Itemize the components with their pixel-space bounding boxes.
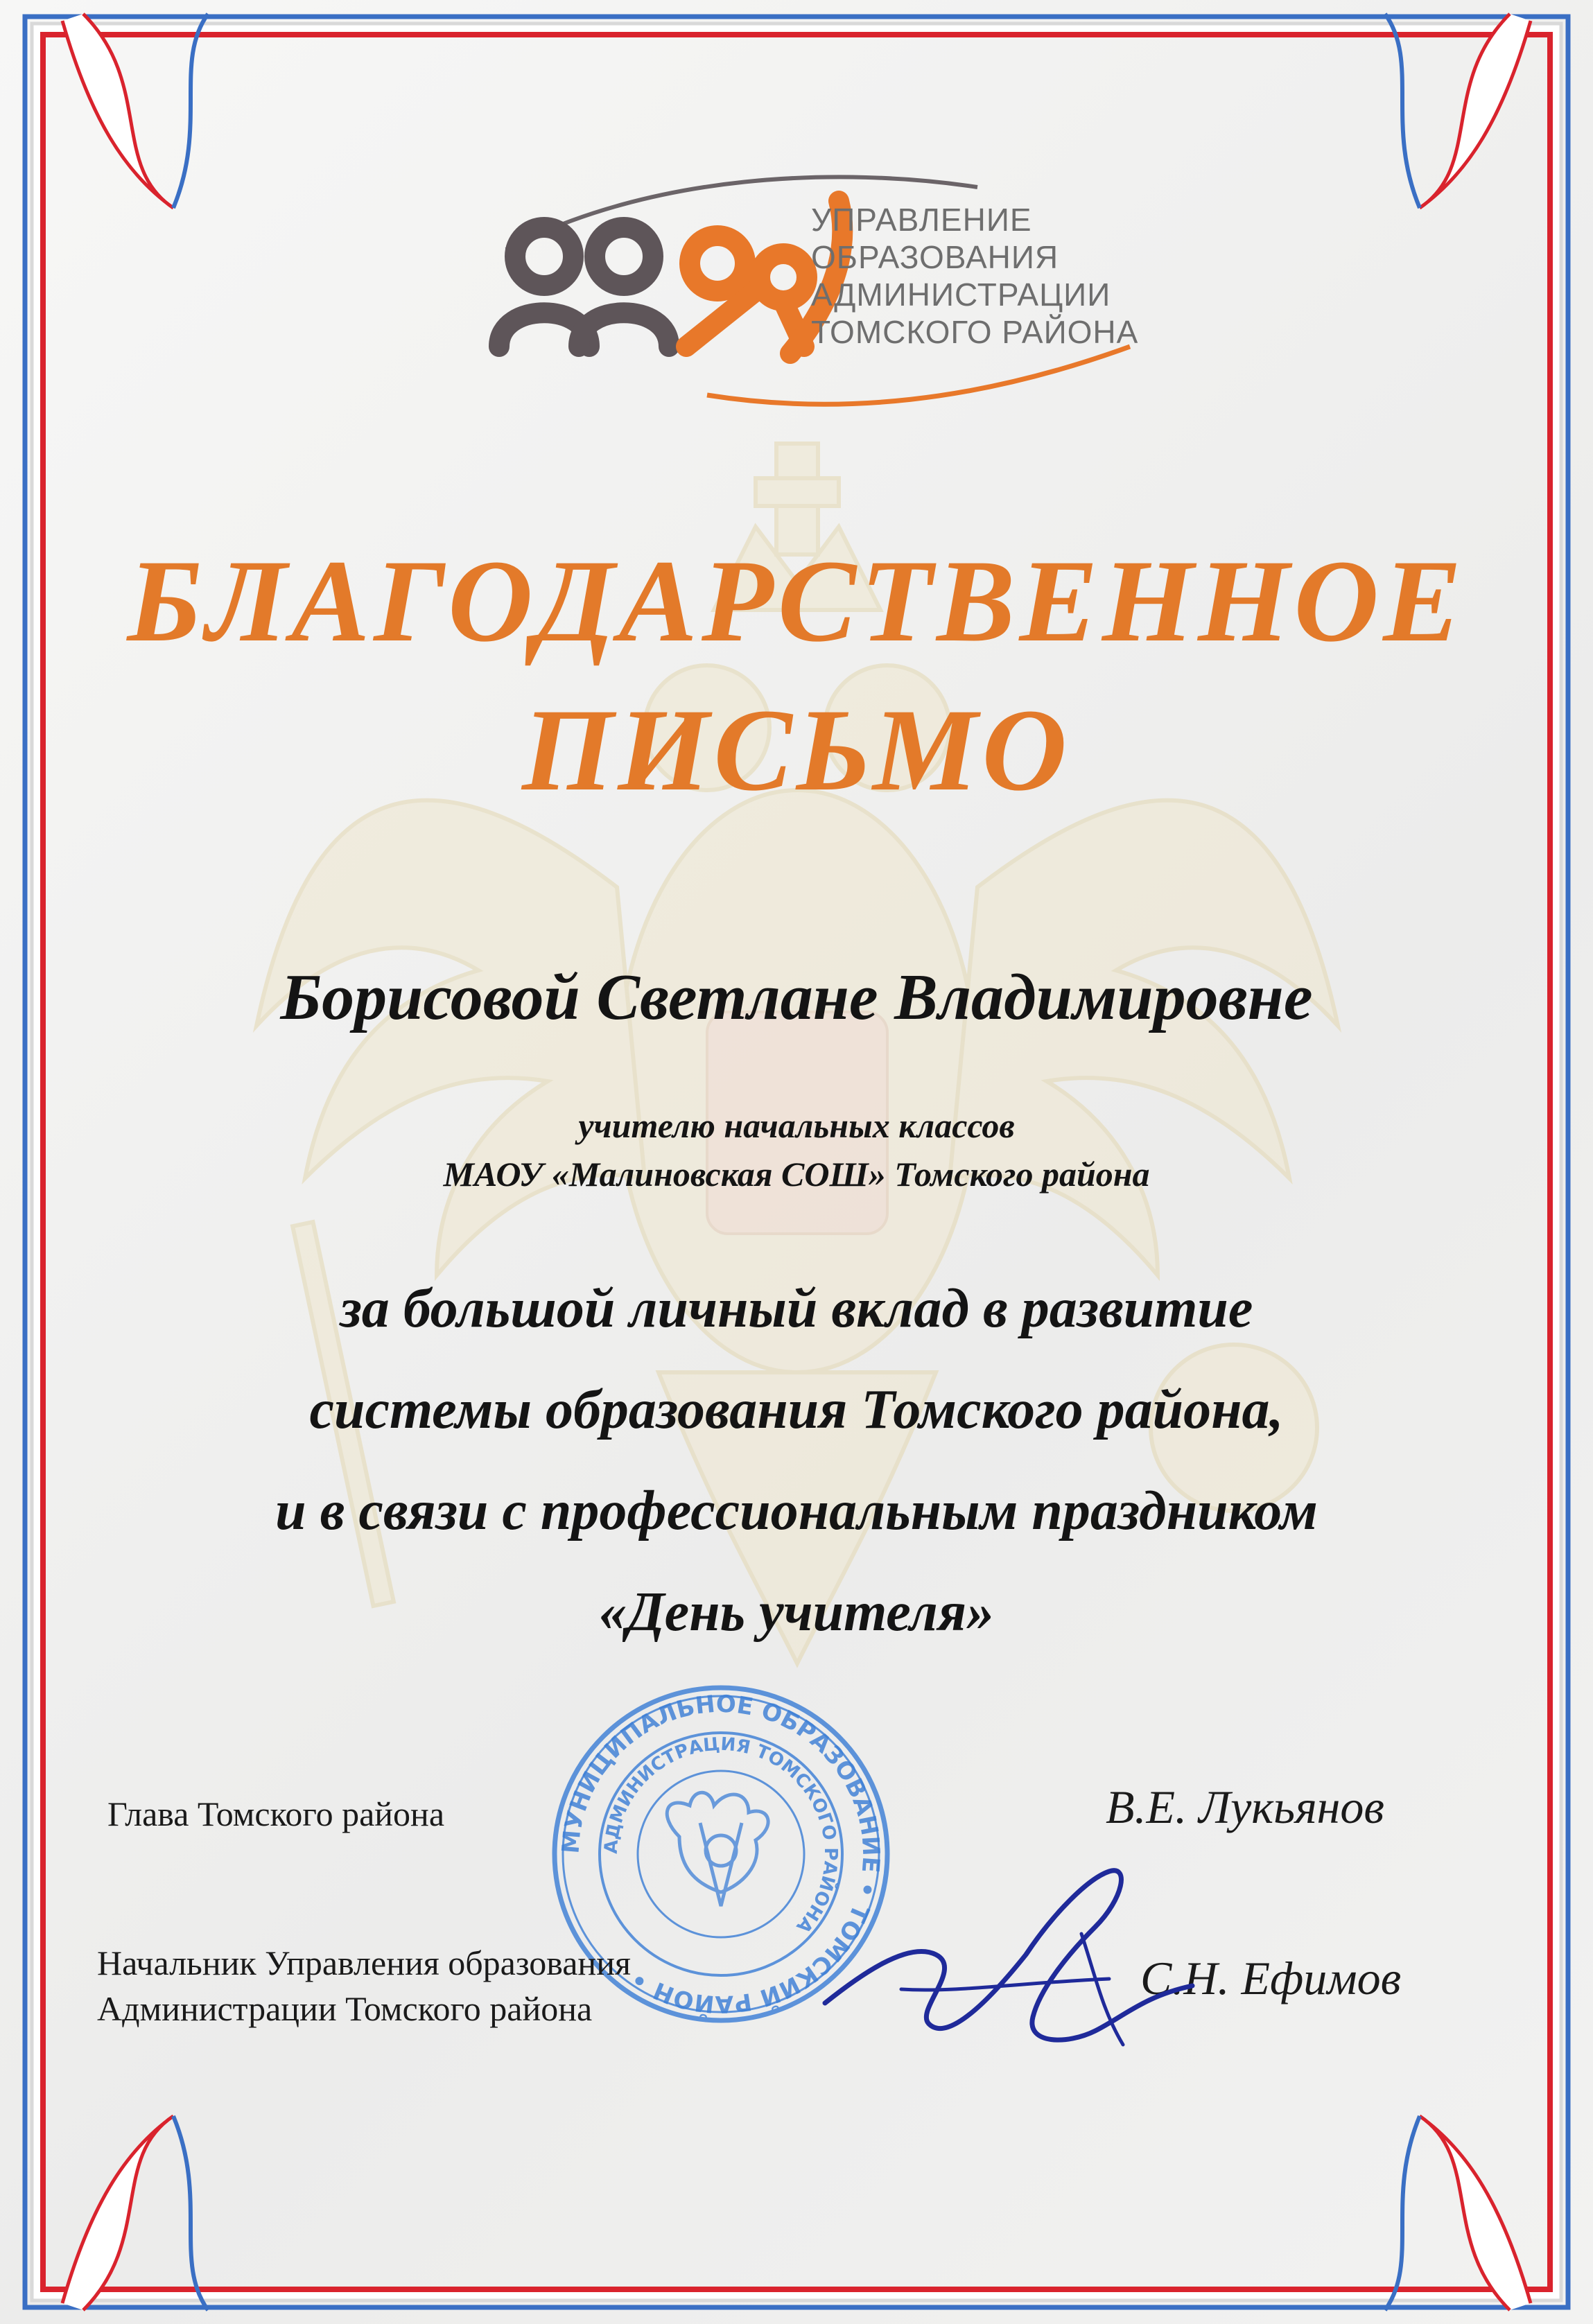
seal-inner-text: АДМИНИСТРАЦИЯ ТОМСКОГО РАЙОНА xyxy=(600,1733,842,1937)
seal-outer-text: МУНИЦИПАЛЬНОЕ ОБРАЗОВАНИЕ • ТОМСКИЙ РАЙОН • xyxy=(557,1690,885,2018)
reason-line1: за большой личный вклад в развитие xyxy=(340,1278,1253,1339)
recipient-name: Борисовой Светлане Владимировне xyxy=(280,961,1313,1033)
logo-line: УПРАВЛЕНИЕ xyxy=(811,202,1032,238)
recipient-position-line2: МАОУ «Малиновская СОШ» Томского района xyxy=(443,1155,1150,1194)
signatory1-name: В.Е. Лукьянов xyxy=(1106,1781,1384,1833)
logo-text xyxy=(811,201,1138,351)
recipient-position-line1: учителю начальных классов xyxy=(578,1106,1015,1145)
reason-line3: и в связи с профессиональным праздником xyxy=(275,1480,1318,1541)
document-title-line1: БЛАГОДАРСТВЕННОЕ xyxy=(127,536,1466,666)
signatory1-title: Глава Томского района xyxy=(107,1794,445,1833)
handwritten-signature-icon xyxy=(818,1837,1206,2059)
signatory2-title-line2: Администрации Томского района xyxy=(97,1989,593,2028)
signatory2-name: С.Н. Ефимов xyxy=(1140,1952,1402,2004)
logo-line: ТОМСКОГО РАЙОНА xyxy=(811,314,1139,350)
reason-line2: системы образования Томского района, xyxy=(309,1379,1284,1440)
signatory2-title-line1: Начальник Управления образования xyxy=(97,1943,631,1982)
document-title-line2: ПИСЬМО xyxy=(521,685,1072,815)
reason-line4: «День учителя» xyxy=(598,1582,995,1643)
logo-line: ОБРАЗОВАНИЯ xyxy=(811,239,1059,275)
logo-line: АДМИНИСТРАЦИИ xyxy=(811,277,1111,313)
